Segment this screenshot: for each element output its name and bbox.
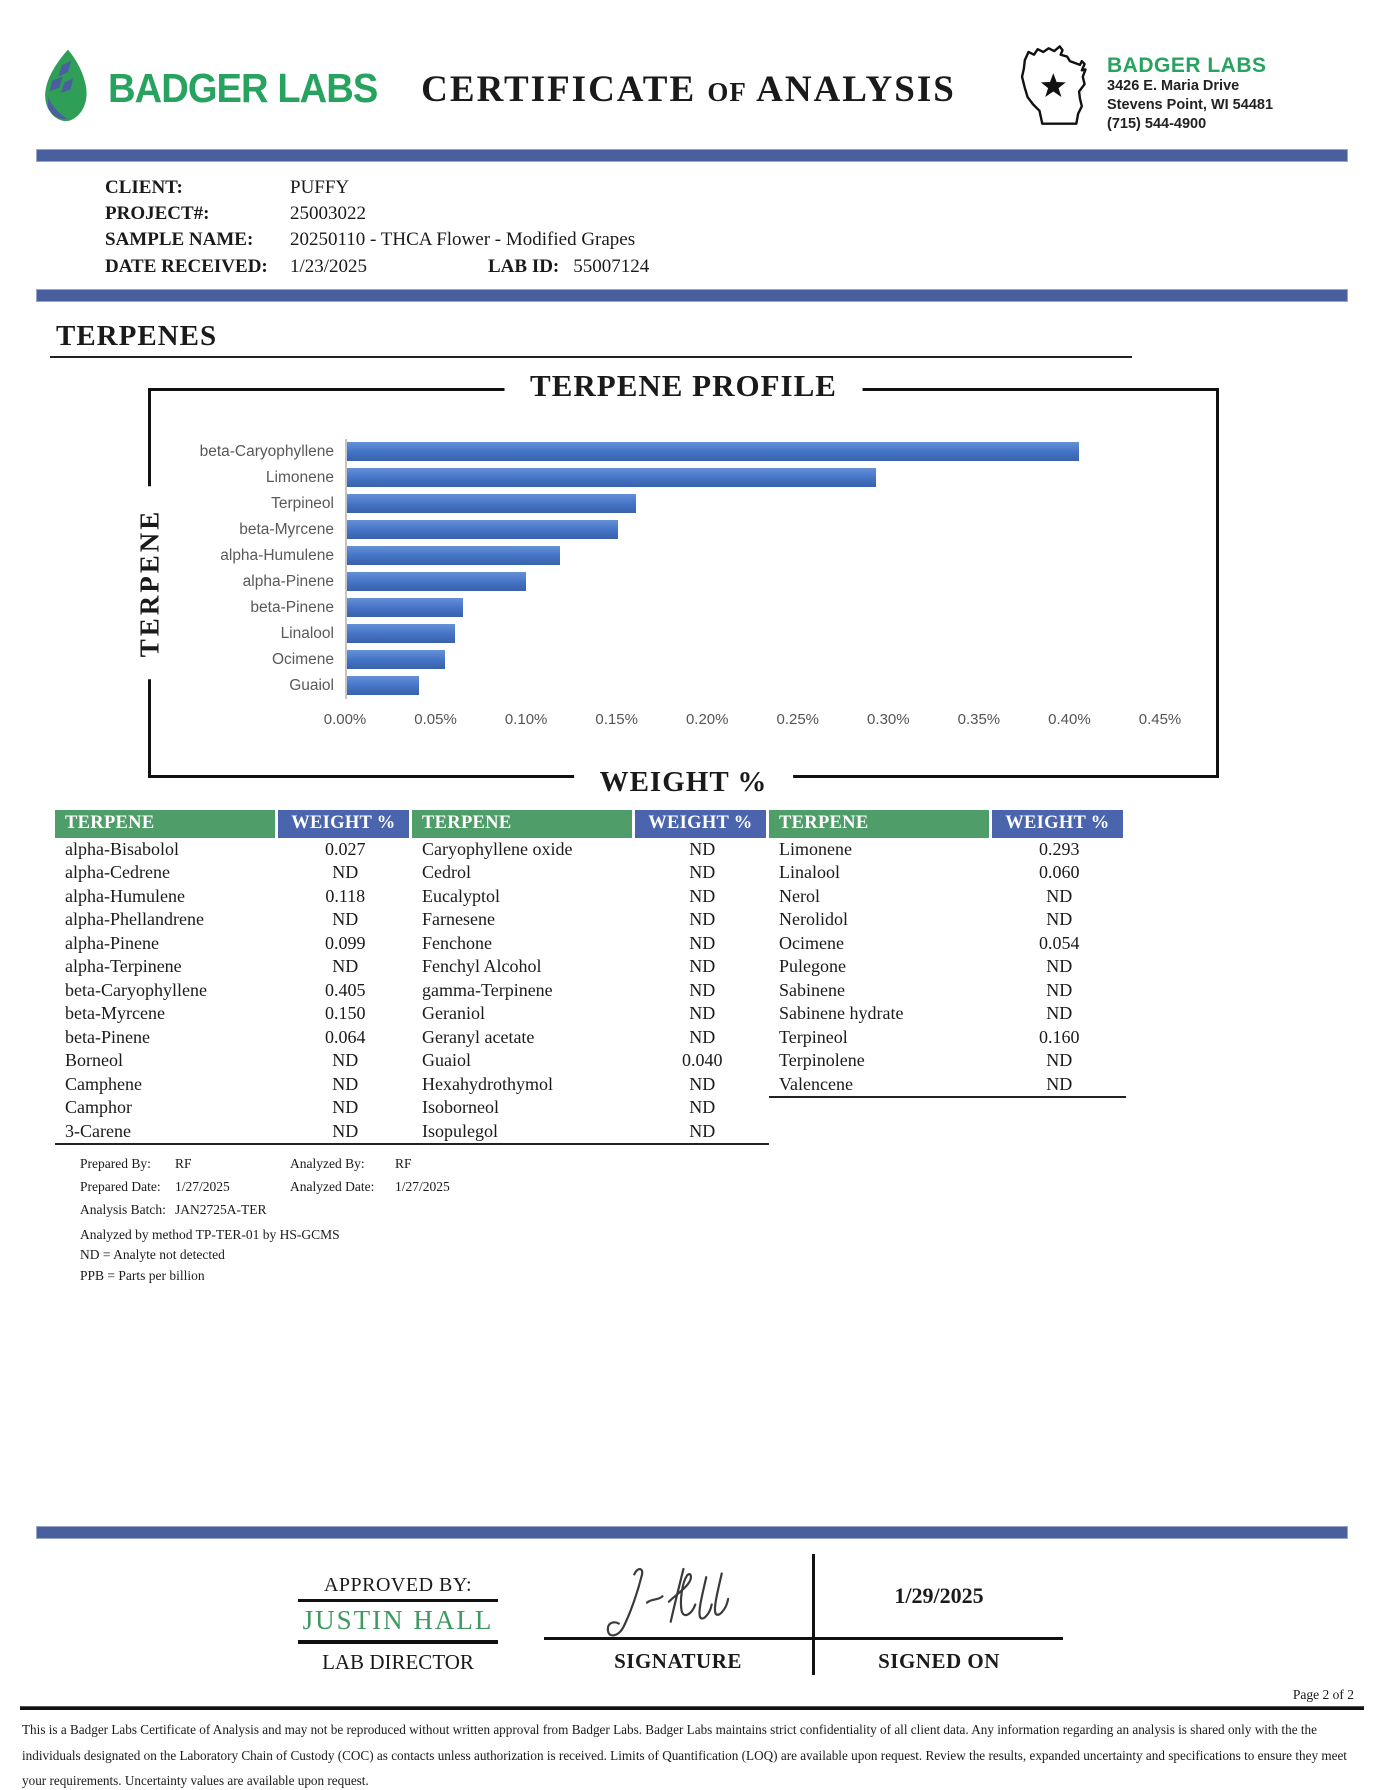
table-row bbox=[55, 1026, 412, 1050]
terpene-name-cell: Pulegone bbox=[779, 956, 846, 977]
chart-row bbox=[165, 569, 1216, 595]
sample-name-row bbox=[105, 227, 1384, 253]
chart-row bbox=[165, 517, 1216, 543]
terpene-name-cell: Camphor bbox=[65, 1097, 132, 1118]
ppb-note: PPB = Parts per billion bbox=[80, 1267, 205, 1283]
sample-name-label: SAMPLE NAME: bbox=[105, 229, 254, 251]
table-row bbox=[55, 1073, 412, 1097]
project-row bbox=[105, 201, 1384, 227]
weight-value-cell: 0.405 bbox=[325, 979, 366, 1000]
chart-bar-track bbox=[345, 647, 1160, 673]
table-row bbox=[55, 1049, 412, 1073]
table-row bbox=[412, 1049, 769, 1073]
table-row bbox=[55, 908, 412, 932]
date-received-label: DATE RECEIVED: bbox=[105, 255, 268, 277]
divider-bar-footer bbox=[36, 1526, 1348, 1539]
analysis-batch-value: JAN2725A-TER bbox=[175, 1202, 267, 1218]
divider-bar-section bbox=[36, 289, 1348, 302]
terpene-name-cell: beta-Caryophyllene bbox=[65, 979, 207, 1000]
chart-category-label: Limonene bbox=[265, 468, 334, 486]
client-row bbox=[105, 175, 1384, 201]
chart-row bbox=[165, 543, 1216, 569]
chart-row bbox=[165, 647, 1216, 673]
weight-value-cell: ND bbox=[689, 1073, 716, 1094]
table-row bbox=[412, 1096, 769, 1120]
table-row bbox=[769, 932, 1126, 956]
table-row bbox=[769, 955, 1126, 979]
date-received-row bbox=[105, 254, 1384, 280]
table-row bbox=[412, 955, 769, 979]
project-value: 25003022 bbox=[290, 203, 366, 225]
terpene-name-cell: Fenchyl Alcohol bbox=[422, 956, 542, 977]
weight-value-cell: 0.027 bbox=[325, 838, 366, 859]
prepared-by-value: RF bbox=[175, 1156, 192, 1172]
x-tick-label: 0.00% bbox=[323, 710, 367, 728]
analyzed-by-label: Analyzed By: bbox=[290, 1156, 365, 1172]
chart-bar-track bbox=[345, 673, 1160, 699]
chart-category-label: beta-Caryophyllene bbox=[199, 442, 334, 460]
weight-value-cell: ND bbox=[1046, 956, 1073, 977]
x-tick-label: 0.40% bbox=[1048, 710, 1091, 728]
terpene-name-cell: Sabinene bbox=[779, 979, 845, 1000]
leaf-logo-icon bbox=[36, 47, 98, 130]
weight-value-cell: 0.160 bbox=[1039, 1026, 1080, 1047]
terpene-name-cell: Limonene bbox=[779, 838, 852, 859]
terpene-name-cell: Ocimene bbox=[779, 932, 844, 953]
chart-bar bbox=[347, 494, 636, 513]
page-number: Page 2 of 2 bbox=[1292, 1687, 1354, 1702]
note-lines bbox=[80, 1225, 1384, 1286]
terpene-header-cell: TERPENE bbox=[769, 810, 992, 838]
signature-line bbox=[544, 1554, 812, 1640]
terpene-name-cell: Valencene bbox=[779, 1073, 853, 1094]
chart-row bbox=[165, 621, 1216, 647]
signed-on-label: SIGNED ON bbox=[878, 1649, 1000, 1673]
x-tick-label: 0.20% bbox=[685, 710, 729, 728]
table-row bbox=[55, 885, 412, 909]
chart-bar-track bbox=[345, 439, 1160, 465]
terpene-name-cell: Isoborneol bbox=[422, 1097, 499, 1118]
analysis-notes bbox=[80, 1153, 1384, 1286]
analyzed-date-label: Analyzed Date: bbox=[290, 1179, 375, 1195]
terpene-name-cell: Eucalyptol bbox=[422, 885, 500, 906]
terpene-name-cell: Caryophyllene oxide bbox=[422, 838, 573, 859]
terpene-name-cell: alpha-Pinene bbox=[65, 932, 159, 953]
x-tick-label: 0.45% bbox=[1138, 710, 1182, 728]
terpene-name-cell: Camphene bbox=[65, 1073, 142, 1094]
weight-value-cell: 0.040 bbox=[682, 1050, 723, 1071]
lab-contact-block bbox=[1011, 38, 1356, 139]
disclaimer-text: This is a Badger Labs Certificate of Analysis and may not be reproduced without written approval from Badger Labs. Badger Labs maintains strict confidentiality of all client data. Any information regarding an analysis is shared only with the the individuals designated on the Laboratory Chain of Custody (COC) as contacts unless authorization is received. Limits of Quantification (LOQ) are available upon request. Review the results, expanded uncertainty and specifications to ensure they meet your requirements. Uncertainty values are available upon request. bbox=[22, 1722, 1347, 1789]
table-header-row bbox=[769, 810, 1126, 838]
logo-wordmark: BADGER LABS bbox=[108, 65, 378, 111]
badger-labs-logo bbox=[36, 38, 378, 139]
analyzed-date-value: 1/27/2025 bbox=[395, 1179, 450, 1195]
chart-x-ticks bbox=[323, 707, 1182, 733]
method-note: Analyzed by method TP-TER-01 by HS-GCMS bbox=[80, 1227, 340, 1243]
table-column-group bbox=[412, 810, 769, 1146]
title-analysis: ANALYSIS bbox=[756, 69, 956, 110]
x-tick-label: 0.05% bbox=[414, 710, 457, 728]
chart-category-label: Ocimene bbox=[271, 650, 334, 668]
chart-bar bbox=[347, 624, 455, 643]
x-tick-label: 0.30% bbox=[867, 710, 910, 728]
approver-title: LAB DIRECTOR bbox=[322, 1650, 474, 1674]
weight-value-cell: ND bbox=[332, 1073, 359, 1094]
x-tick-label: 0.15% bbox=[595, 710, 638, 728]
table-row bbox=[769, 1049, 1126, 1073]
terpene-name-cell: beta-Pinene bbox=[65, 1026, 150, 1047]
weight-value-cell: ND bbox=[689, 862, 716, 883]
x-tick-label: 0.10% bbox=[504, 710, 548, 728]
table-row bbox=[412, 932, 769, 956]
weight-header-cell: WEIGHT % bbox=[635, 810, 769, 838]
terpene-name-cell: alpha-Phellandrene bbox=[65, 909, 204, 930]
chart-bar-track bbox=[345, 621, 1160, 647]
weight-value-cell: ND bbox=[689, 1120, 716, 1141]
terpene-name-cell: Terpineol bbox=[779, 1026, 848, 1047]
terpene-name-cell: alpha-Cedrene bbox=[65, 862, 170, 883]
signed-date: 1/29/2025 bbox=[815, 1554, 1063, 1640]
chart-bar bbox=[347, 650, 445, 669]
table-row bbox=[55, 1120, 412, 1144]
chart-category-label: beta-Pinene bbox=[250, 598, 334, 616]
notes-grid bbox=[80, 1153, 1384, 1222]
weight-value-cell: 0.293 bbox=[1039, 838, 1080, 859]
nd-note: ND = Analyte not detected bbox=[80, 1247, 225, 1263]
footer-rule bbox=[20, 1706, 1364, 1710]
weight-value-cell: ND bbox=[1046, 1003, 1073, 1024]
terpene-name-cell: Sabinene hydrate bbox=[779, 1003, 904, 1024]
chart-bar-track bbox=[345, 517, 1160, 543]
lab-name: BADGER LABS bbox=[1107, 54, 1267, 77]
chart-category-label: alpha-Humulene bbox=[220, 546, 334, 564]
weight-value-cell: ND bbox=[332, 1050, 359, 1071]
terpene-name-cell: Farnesene bbox=[422, 909, 495, 930]
chart-row bbox=[165, 491, 1216, 517]
chart-bar bbox=[347, 598, 463, 617]
chart-bar bbox=[347, 676, 419, 695]
chart-category-label: Terpineol bbox=[271, 494, 334, 512]
chart-x-axis-label: WEIGHT % bbox=[574, 766, 794, 799]
table-row bbox=[412, 1073, 769, 1097]
project-label: PROJECT#: bbox=[105, 203, 210, 225]
weight-value-cell: ND bbox=[689, 956, 716, 977]
terpene-name-cell: Guaiol bbox=[422, 1050, 471, 1071]
weight-value-cell: 0.054 bbox=[1039, 932, 1080, 953]
date-received-value: 1/23/2025 bbox=[290, 255, 368, 277]
client-label: CLIENT: bbox=[105, 177, 183, 198]
weight-value-cell: ND bbox=[689, 885, 716, 906]
table-row bbox=[769, 1026, 1126, 1050]
table-row bbox=[55, 1096, 412, 1120]
terpene-name-cell: beta-Myrcene bbox=[65, 1003, 165, 1024]
signature-scribble-icon bbox=[583, 1558, 773, 1637]
weight-value-cell: 0.118 bbox=[325, 885, 366, 906]
empty-cell bbox=[290, 1199, 395, 1222]
table-row bbox=[412, 861, 769, 885]
table-row bbox=[769, 1002, 1126, 1026]
table-row bbox=[412, 979, 769, 1003]
header bbox=[0, 0, 1384, 139]
table-row bbox=[412, 885, 769, 909]
weight-value-cell: 0.060 bbox=[1039, 862, 1080, 883]
table-row bbox=[55, 979, 412, 1003]
weight-value-cell: ND bbox=[332, 1097, 359, 1118]
signed-on-column bbox=[815, 1554, 1063, 1675]
terpene-profile-chart bbox=[134, 367, 1219, 798]
chart-row bbox=[165, 465, 1216, 491]
terpene-name-cell: Isopulegol bbox=[422, 1120, 498, 1141]
table-column-group bbox=[769, 810, 1126, 1099]
chart-bar bbox=[347, 572, 526, 591]
page-title bbox=[366, 38, 1011, 139]
chart-row bbox=[165, 595, 1216, 621]
sample-name-value: 20250110 - THCA Flower - Modified Grapes bbox=[290, 229, 636, 251]
lab-phone: (715) 544-4900 bbox=[1107, 115, 1207, 132]
analysis-batch-label: Analysis Batch: bbox=[80, 1202, 166, 1218]
terpene-table bbox=[55, 810, 1126, 1146]
weight-value-cell: ND bbox=[1046, 885, 1073, 906]
table-row bbox=[769, 979, 1126, 1003]
approved-by-label: APPROVED BY: bbox=[298, 1574, 498, 1602]
weight-value-cell: ND bbox=[689, 979, 716, 1000]
table-row bbox=[412, 908, 769, 932]
weight-value-cell: ND bbox=[689, 1026, 716, 1047]
table-row bbox=[55, 955, 412, 979]
terpene-name-cell: Terpinolene bbox=[779, 1050, 865, 1071]
weight-value-cell: 0.064 bbox=[325, 1026, 366, 1047]
chart-y-axis-label: TERPENE bbox=[133, 487, 168, 680]
weight-value-cell: ND bbox=[689, 932, 716, 953]
weight-value-cell: ND bbox=[689, 1003, 716, 1024]
terpene-name-cell: Geraniol bbox=[422, 1003, 485, 1024]
table-header-row bbox=[55, 810, 412, 838]
chart-row bbox=[165, 439, 1216, 465]
chart-bar-track bbox=[345, 491, 1160, 517]
approver-name: JUSTIN HALL bbox=[298, 1602, 498, 1644]
lab-address-line1: 3426 E. Maria Drive bbox=[1107, 78, 1240, 95]
terpene-name-cell: Nerolidol bbox=[779, 909, 848, 930]
table-column-group bbox=[55, 810, 412, 1146]
table-header-row bbox=[412, 810, 769, 838]
terpene-name-cell: gamma-Terpinene bbox=[422, 979, 553, 1000]
weight-value-cell: ND bbox=[689, 909, 716, 930]
table-row bbox=[412, 1002, 769, 1026]
chart-bar-track bbox=[345, 595, 1160, 621]
table-row bbox=[769, 861, 1126, 885]
chart-title: TERPENE PROFILE bbox=[504, 368, 863, 404]
table-row bbox=[55, 838, 412, 862]
title-certificate: CERTIFICATE bbox=[421, 69, 697, 110]
chart-bar-track bbox=[345, 465, 1160, 491]
terpene-name-cell: Hexahydrothymol bbox=[422, 1073, 553, 1094]
signature-column bbox=[544, 1554, 812, 1675]
wisconsin-map-icon bbox=[1011, 38, 1103, 139]
chart-bar bbox=[347, 520, 618, 539]
lab-address-line2: Stevens Point, WI 54481 bbox=[1107, 96, 1274, 113]
table-row bbox=[769, 838, 1126, 862]
weight-value-cell: ND bbox=[332, 862, 359, 883]
table-row bbox=[412, 838, 769, 862]
terpene-name-cell: alpha-Bisabolol bbox=[65, 838, 179, 859]
chart-category-label: Linalool bbox=[280, 624, 334, 642]
weight-value-cell: 0.150 bbox=[325, 1003, 366, 1024]
weight-value-cell: ND bbox=[689, 1097, 716, 1118]
table-row bbox=[769, 885, 1126, 909]
title-of: OF bbox=[707, 77, 747, 107]
lab-details bbox=[1107, 38, 1273, 139]
terpene-name-cell: alpha-Terpinene bbox=[65, 956, 182, 977]
weight-value-cell: ND bbox=[1046, 1073, 1073, 1094]
x-tick-label: 0.35% bbox=[957, 710, 1001, 728]
x-tick-label: 0.25% bbox=[776, 710, 820, 728]
lab-id-label: LAB ID: bbox=[488, 255, 560, 277]
table-row bbox=[55, 861, 412, 885]
chart-category-label: Guaiol bbox=[289, 676, 334, 694]
weight-value-cell: ND bbox=[1046, 1050, 1073, 1071]
empty-cell bbox=[395, 1199, 1384, 1222]
table-row bbox=[55, 932, 412, 956]
weight-value-cell: ND bbox=[332, 909, 359, 930]
weight-value-cell: 0.099 bbox=[325, 932, 366, 953]
table-row bbox=[55, 1002, 412, 1026]
terpene-name-cell: Geranyl acetate bbox=[422, 1026, 535, 1047]
weight-value-cell: ND bbox=[1046, 909, 1073, 930]
prepared-date-value: 1/27/2025 bbox=[175, 1179, 230, 1195]
divider-bar-top bbox=[36, 149, 1348, 162]
terpene-name-cell: 3-Carene bbox=[65, 1120, 131, 1141]
terpene-name-cell: Fenchone bbox=[422, 932, 492, 953]
signature-label: SIGNATURE bbox=[614, 1649, 742, 1673]
lab-id-value: 55007124 bbox=[573, 255, 650, 277]
terpene-name-cell: Borneol bbox=[65, 1050, 123, 1071]
chart-plot bbox=[165, 439, 1216, 699]
analyzed-by-value: RF bbox=[395, 1156, 412, 1172]
terpene-header-cell: TERPENE bbox=[412, 810, 635, 838]
weight-value-cell: ND bbox=[1046, 979, 1073, 1000]
weight-value-cell: ND bbox=[689, 838, 716, 859]
weight-header-cell: WEIGHT % bbox=[992, 810, 1126, 838]
weight-header-cell: WEIGHT % bbox=[278, 810, 412, 838]
prepared-by-label: Prepared By: bbox=[80, 1156, 151, 1172]
chart-bar bbox=[347, 468, 876, 487]
chart-category-label: beta-Myrcene bbox=[239, 520, 334, 538]
section-title: TERPENES bbox=[50, 316, 1132, 358]
table-row bbox=[412, 1120, 769, 1144]
terpene-name-cell: alpha-Humulene bbox=[65, 885, 185, 906]
terpene-name-cell: Linalool bbox=[779, 862, 840, 883]
chart-bar bbox=[347, 442, 1079, 461]
weight-value-cell: ND bbox=[332, 956, 359, 977]
terpene-header-cell: TERPENE bbox=[55, 810, 278, 838]
table-row bbox=[769, 908, 1126, 932]
sample-info bbox=[0, 162, 1384, 289]
terpene-name-cell: Nerol bbox=[779, 885, 820, 906]
chart-bar bbox=[347, 546, 560, 565]
chart-bar-track bbox=[345, 543, 1160, 569]
approval-block bbox=[0, 1554, 1384, 1675]
chart-row bbox=[165, 673, 1216, 699]
weight-value-cell: ND bbox=[332, 1120, 359, 1141]
footer bbox=[0, 1526, 1384, 1790]
terpene-name-cell: Cedrol bbox=[422, 862, 471, 883]
chart-category-label: alpha-Pinene bbox=[242, 572, 334, 590]
chart-bar-track bbox=[345, 569, 1160, 595]
prepared-date-label: Prepared Date: bbox=[80, 1179, 161, 1195]
client-value: PUFFY bbox=[290, 177, 350, 198]
table-row bbox=[769, 1073, 1126, 1097]
approver-column bbox=[298, 1554, 498, 1675]
table-row bbox=[412, 1026, 769, 1050]
